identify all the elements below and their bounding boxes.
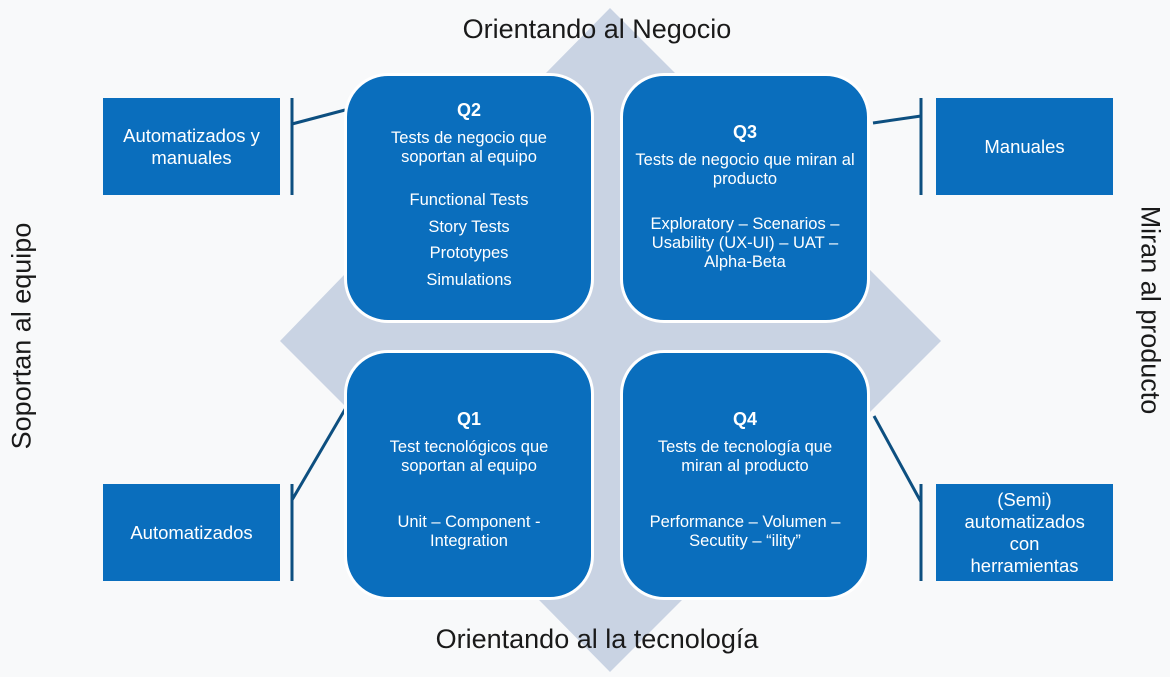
quadrant-title: Q1 bbox=[456, 409, 481, 429]
quadrant-title: Q3 bbox=[732, 122, 757, 142]
list-item: Functional Tests bbox=[409, 191, 529, 209]
side-box-label: (Semi) automatizados con herramientas bbox=[964, 488, 1085, 576]
connector-tr bbox=[873, 116, 921, 123]
connector-tl bbox=[292, 110, 345, 124]
side-box-bottom-right bbox=[936, 484, 1113, 581]
quadrant-q4 bbox=[620, 350, 870, 600]
quadrant-title: Q4 bbox=[732, 409, 757, 429]
side-box-bottom-left bbox=[103, 484, 280, 581]
side-box-top-right bbox=[936, 98, 1113, 195]
quadrant-items bbox=[410, 187, 529, 293]
side-box-label: Automatizados y manuales bbox=[123, 124, 260, 168]
quadrant-q3 bbox=[620, 73, 870, 323]
quadrant-q1 bbox=[344, 350, 594, 600]
quadrant-title: Q2 bbox=[456, 100, 481, 120]
quadrant-text: Unit – Component - Integration bbox=[397, 513, 541, 550]
list-item: Prototypes bbox=[429, 244, 509, 262]
quadrant-description: Tests de tecnología que miran al producto bbox=[657, 438, 833, 475]
connector-br bbox=[874, 416, 921, 502]
quadrant-text: Exploratory – Scenarios – Usability (UX-UI) – UAT – Alpha-Beta bbox=[650, 215, 840, 271]
quadrant-text: Performance – Volumen – Secutity – “ility” bbox=[649, 513, 841, 550]
quadrant-description: Tests de negocio que soportan al equipo bbox=[391, 129, 547, 166]
list-item: Story Tests bbox=[428, 217, 510, 236]
axis-label-left: Soportan al equipo bbox=[6, 222, 37, 450]
side-box-label: Manuales bbox=[984, 135, 1065, 157]
quadrant-description: Tests de negocio que miran al producto bbox=[635, 151, 855, 188]
quadrant-q2 bbox=[344, 73, 594, 323]
axis-label-bottom: Orientando al la tecnología bbox=[435, 624, 759, 654]
side-box-label: Automatizados bbox=[130, 521, 253, 543]
connector-bl bbox=[292, 406, 347, 500]
axis-label-top: Orientando al Negocio bbox=[462, 14, 732, 44]
list-item: Simulations bbox=[426, 270, 512, 289]
quadrant-description: Test tecnológicos que soportan al equipo bbox=[389, 438, 549, 475]
axis-label-right: Miran al producto bbox=[1135, 205, 1166, 415]
side-box-top-left bbox=[103, 98, 280, 195]
